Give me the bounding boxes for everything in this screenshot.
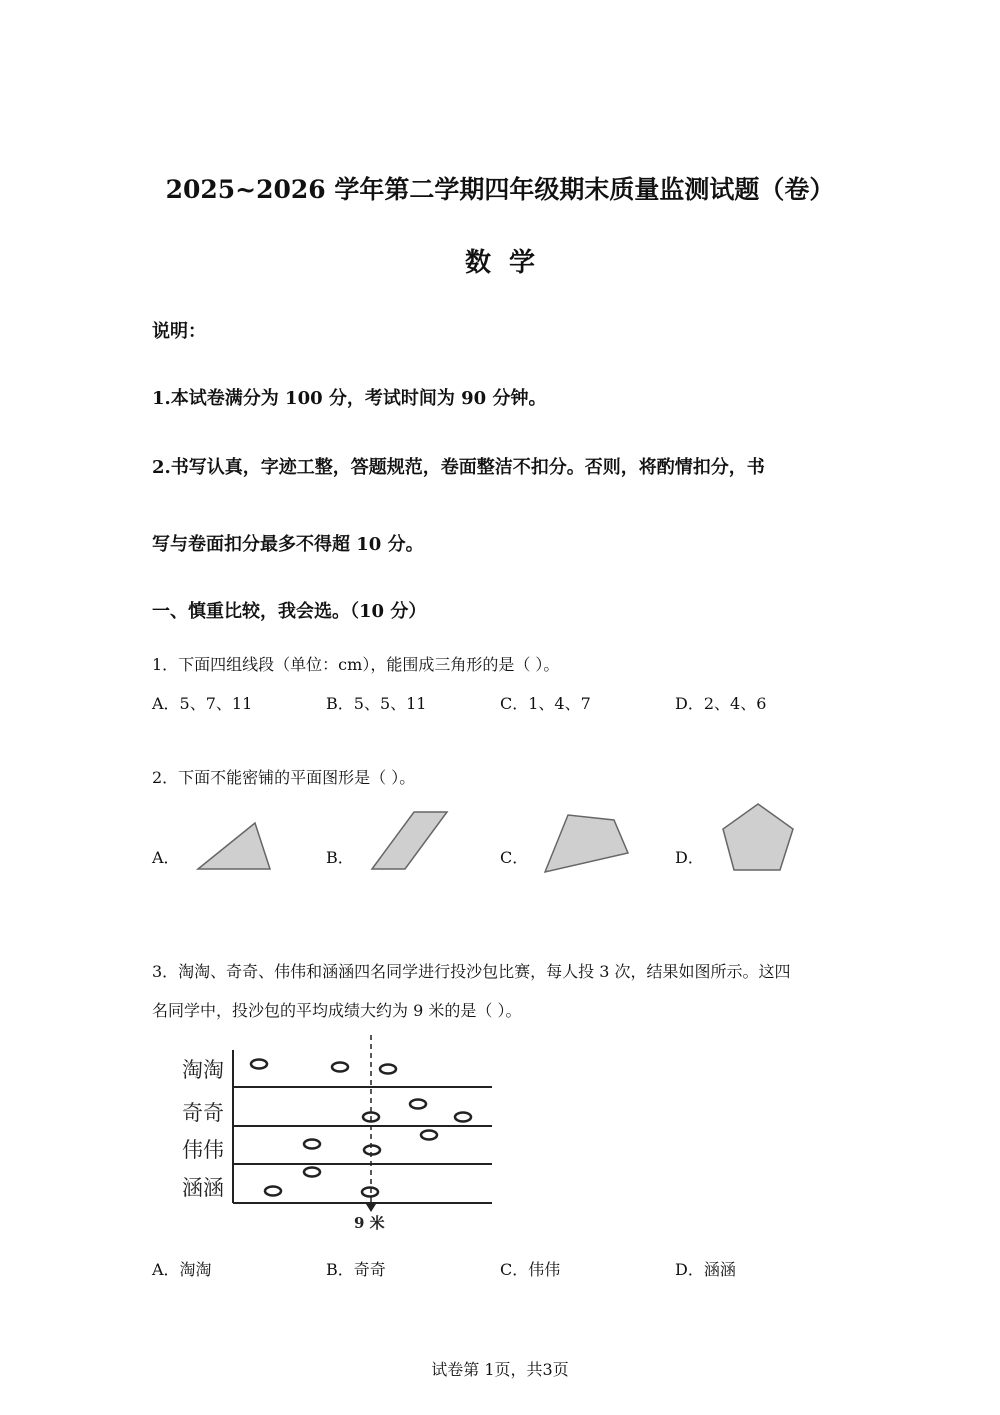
subject-title: 数学 bbox=[464, 248, 553, 278]
question-3-text-line-2: 名同学中，投沙包的平均成绩大约为 9 米的是（ ）。 bbox=[152, 1001, 522, 1020]
reference-arrow-icon bbox=[366, 1204, 376, 1212]
instruction-line-1: 1.本试卷满分为 100 分，考试时间为 90 分钟。 bbox=[152, 388, 547, 409]
row-label-hanhan: 涵涵 bbox=[182, 1176, 224, 1200]
throw-mark bbox=[304, 1140, 320, 1149]
q2-option-c: C． bbox=[500, 848, 529, 867]
q3-option-b: B．奇奇 bbox=[326, 1260, 386, 1279]
reference-label: 9 米 bbox=[354, 1214, 385, 1232]
q1-option-c: C．1、4、7 bbox=[500, 694, 591, 713]
throw-mark bbox=[455, 1113, 471, 1122]
instruction-line-2b: 写与卷面扣分最多不得超 10 分。 bbox=[152, 534, 424, 555]
q2-option-d: D． bbox=[675, 848, 704, 867]
instruction-line-2a: 2.书写认真，字迹工整，答题规范，卷面整洁不扣分。否则，将酌情扣分，书 bbox=[152, 457, 765, 478]
q1-option-b: B．5、5、11 bbox=[326, 694, 427, 713]
question-3-text-line-1: 3．淘淘、奇奇、伟伟和涵涵四名同学进行投沙包比赛，每人投 3 次，结果如图所示。这四 bbox=[152, 962, 791, 981]
q1-option-a: A．5、7、11 bbox=[152, 694, 253, 713]
question-1-text: 1．下面四组线段（单位：cm），能围成三角形的是（ ）。 bbox=[152, 655, 560, 674]
q2-option-a: A． bbox=[152, 848, 180, 867]
throw-mark bbox=[332, 1063, 348, 1072]
page-title: 2025~2026 学年第二学期四年级期末质量监测试题（卷） bbox=[165, 175, 835, 204]
throw-mark bbox=[421, 1131, 437, 1140]
throw-mark bbox=[410, 1100, 426, 1109]
throw-mark bbox=[251, 1060, 267, 1069]
instructions-heading: 说明： bbox=[152, 321, 206, 342]
page-footer: 试卷第 1页，共3页 bbox=[431, 1360, 569, 1379]
row-label-weiwei: 伟伟 bbox=[182, 1138, 224, 1162]
q1-option-d: D．2、4、6 bbox=[675, 694, 767, 713]
section-1-heading: 一、慎重比较，我会选。（10 分） bbox=[152, 601, 427, 622]
row-label-qiqi: 奇奇 bbox=[182, 1101, 224, 1125]
question-2-text: 2．下面不能密铺的平面图形是（ ）。 bbox=[152, 768, 416, 787]
q3-option-d: D．涵涵 bbox=[675, 1260, 736, 1279]
throw-mark bbox=[265, 1187, 281, 1196]
q3-option-c: C．伟伟 bbox=[500, 1260, 561, 1279]
throw-mark bbox=[364, 1146, 380, 1155]
row-label-taotao: 淘淘 bbox=[182, 1058, 224, 1082]
throw-mark bbox=[362, 1188, 378, 1197]
throw-mark bbox=[380, 1065, 396, 1074]
q3-option-a: A．淘淘 bbox=[152, 1260, 212, 1279]
q2-option-b: B． bbox=[326, 848, 354, 867]
throw-mark bbox=[304, 1168, 320, 1177]
